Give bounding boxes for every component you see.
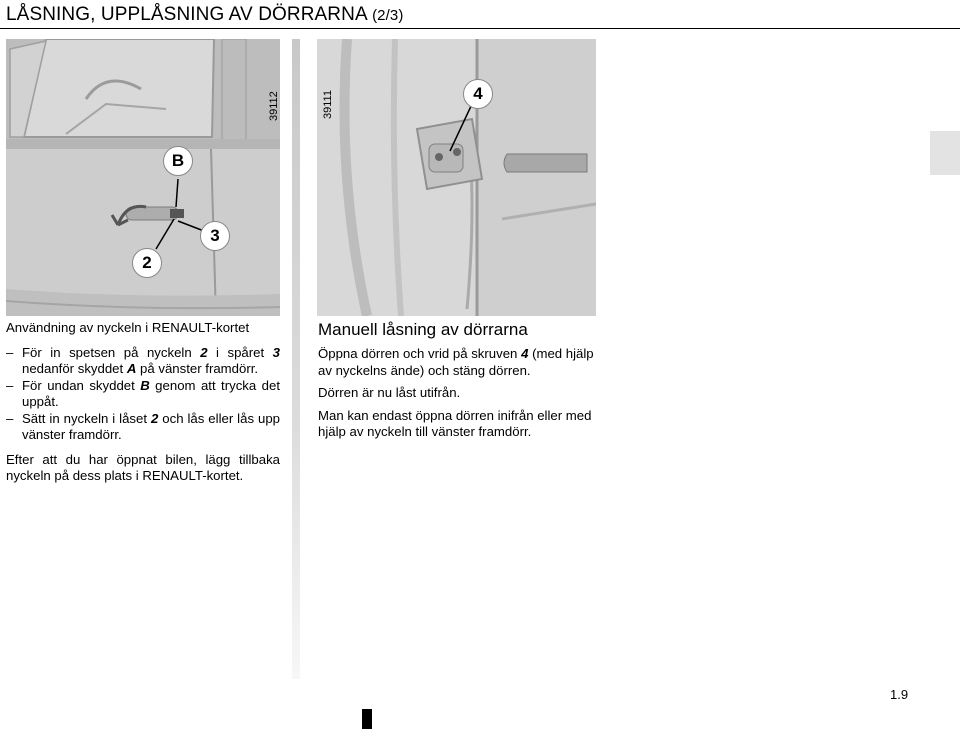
page-title: LÅSNING, UPPLÅSNING AV DÖRRARNA (2/3) — [6, 4, 404, 25]
instruction-step: – För undan skyddet B genom att trycka det uppåt. — [6, 377, 280, 409]
side-tab-marker — [930, 131, 960, 175]
left-text-column — [6, 320, 280, 485]
figure-code-left: 39112 — [268, 91, 280, 121]
callout-3: 3 — [200, 221, 230, 251]
instruction-step: – Sätt in nyckeln i låset 2 och lås eller lås upp vänster framdörr. — [6, 410, 280, 442]
callout-b: B — [163, 146, 193, 176]
closing-paragraph: Efter att du har öppnat bilen, lägg tillbaka nyckeln på dess plats i RENAULT-kortet. — [6, 451, 280, 483]
page-title-suffix: (2/3) — [372, 7, 404, 24]
bottom-marker — [362, 709, 372, 729]
instruction-step: – För in spetsen på nyckeln 2 i spåret 3 nedanför skyddet A på vänster framdörr. — [6, 344, 280, 376]
left-subheading: Användning av nyckeln i RENAULT-kortet — [6, 320, 250, 335]
figure-code-right: 39111 — [322, 90, 334, 119]
section-heading: Manuell låsning av dörrarna — [318, 320, 528, 339]
right-text-column — [318, 320, 596, 447]
title-rule — [0, 28, 960, 29]
door-handle-illustration — [6, 39, 280, 316]
instruction-list — [6, 345, 280, 444]
callout-2: 2 — [132, 248, 162, 278]
column-divider — [292, 39, 300, 679]
door-lock-drawing — [317, 39, 596, 316]
paragraph: Man kan endast öppna dörren inifrån eller med hjälp av nyckeln till vänster framdörr. — [318, 407, 592, 439]
paragraph: Öppna dörren och vrid på skruven 4 (med hjälp av nyckelns ände) och stäng dörren. — [318, 346, 594, 378]
paragraph: Dörren är nu låst utifrån. — [318, 385, 461, 400]
page-number: 1.9 — [890, 687, 909, 702]
door-lock-illustration — [317, 39, 596, 316]
callout-4: 4 — [463, 79, 493, 109]
